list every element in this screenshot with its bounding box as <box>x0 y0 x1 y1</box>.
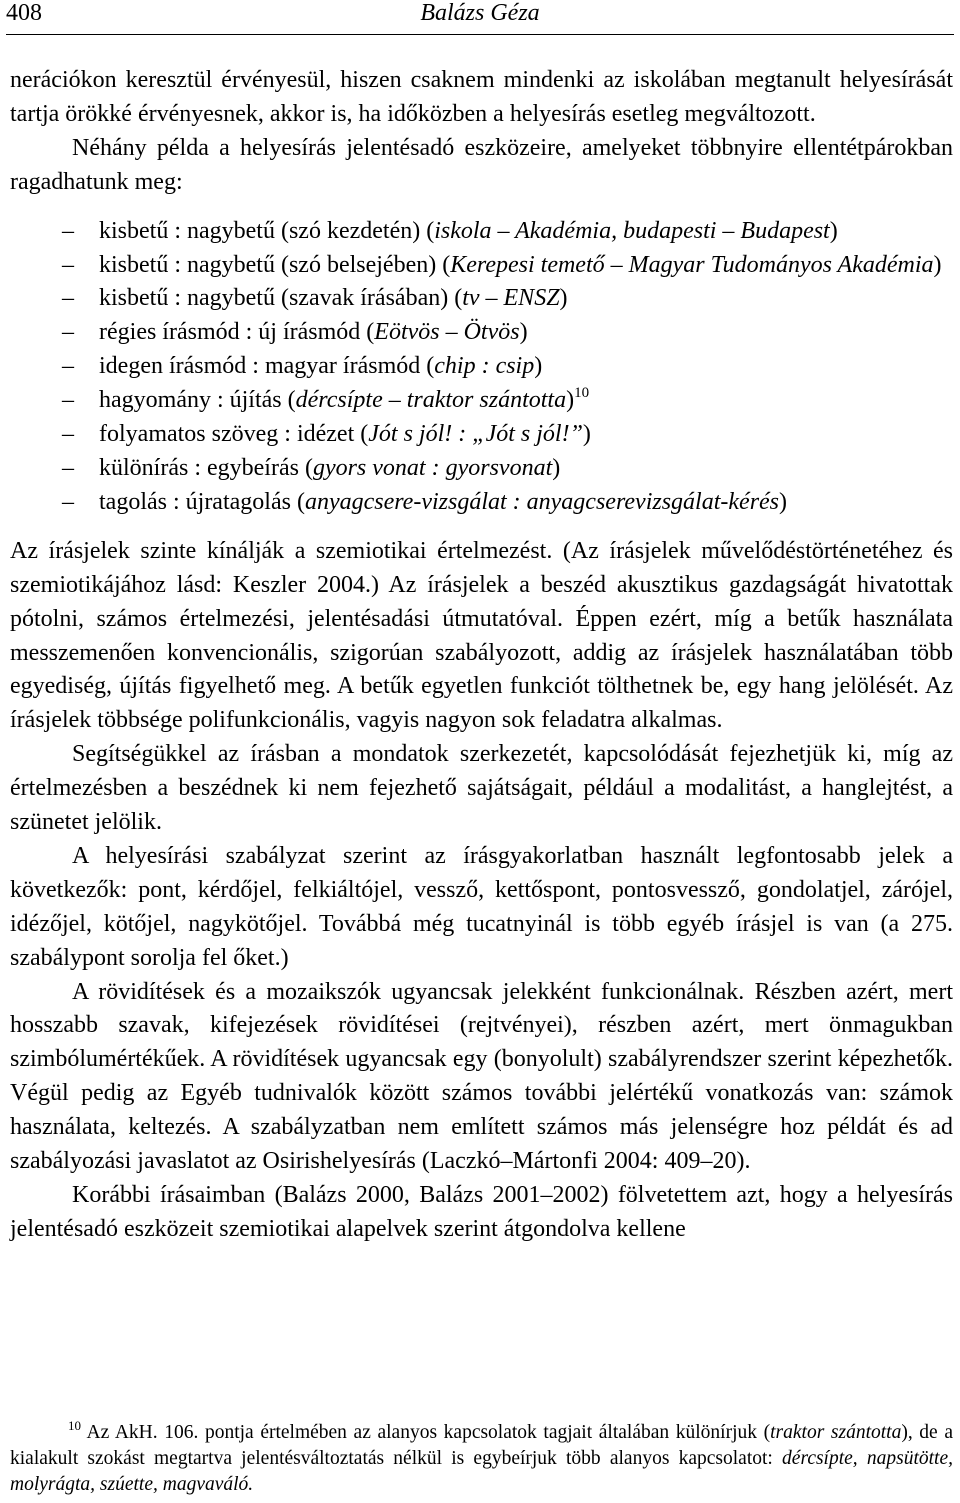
running-author: Balázs Géza <box>420 0 540 26</box>
dash-bullet: – <box>62 251 74 278</box>
paragraph-continuation: nerációkon keresztül érvényesül, hiszen csaknem mindenki az iskolában megtanult helyesírását tartja örökké érvényesnek, akkor is, ha időközben a helyesírás esetleg megváltozott. <box>10 67 953 127</box>
dash-bullet: – <box>62 353 74 380</box>
dash-bullet: – <box>62 387 74 414</box>
paragraph-functions: Segítségükkel az írásban a mondatok szerkezetét, kapcsolódását fejezhetjük ki, míg az értelmezésben a beszédnek ki nem fejezhető sajátságait, például a modalitást, a hanglejtést, a szünetet jelölik. <box>10 741 953 836</box>
list-item: – kisbetű : nagybetű (szó belsejében) (Kerepesi temető – Magyar Tudományos Akadémia) <box>10 249 953 283</box>
dash-bullet: – <box>62 421 74 448</box>
dash-bullet: – <box>62 319 74 346</box>
list-item: – kisbetű : nagybetű (szó kezdetén) (iskola – Akadémia, budapesti – Budapest) <box>10 215 953 249</box>
dash-bullet: – <box>62 285 74 312</box>
footnote <box>10 1420 953 1498</box>
list-item: – tagolás : újratagolás (anyagcsere-vizsgálat : anyagcserevizsgálat-kérés) <box>10 486 953 520</box>
list-item: – régies írásmód : új írásmód (Eötvös – Ötvös) <box>10 316 953 350</box>
page-number: 408 <box>6 0 42 26</box>
list-item: – folyamatos szöveg : idézet (Jót s jól! : „Jót s jól!”) <box>10 418 953 452</box>
running-header <box>6 0 954 35</box>
paragraph-punctuation: Az írásjelek szinte kínálják a szemiotikai értelmezést. (Az írásjelek művelődéstörténetéhez és szemiotikájához lásd: Keszler 2004.) Az írásjelek a beszéd akusztikus gazdagságát hivatottak pótolni, számos értelmezési, jelentésadási útmutatóval. Éppen ezért, míg a betűk használata messzemenően konvencionális, szigorúan szabályozott, addig az írásjelek használatában több egyediség, újítás figyelhető meg. A betűk egyetlen funkciót tölthetnek be, egy hang jelölését. Az írásjelek többsége polifunkcionális, vagyis nagyon sok feladatra alkalmas. <box>10 537 953 734</box>
example-list <box>10 215 953 520</box>
footnote-number: 10 <box>68 1418 81 1433</box>
paragraph-intro: Néhány példa a helyesírás jelentésadó eszközeire, amelyeket többnyire ellentétpárokban ragadhatunk meg: <box>10 134 953 195</box>
paragraph-abbreviations: A rövidítések és a mozaikszók ugyancsak jelekként funkcionálnak. Részben azért, mert hosszabb szavak, kifejezések rövidítései (rejtvényei), részben azért, mert önmagukban szimbólumértékűek. A rövidítések ugyancsak egy (bonyolult) szabályrendszer szerint képezhetők. Végül pedig az Egyéb tudnivalók között számos további jelértékű vonatkozás van: számok használata, keltezés. A szabályzatban nem említett számos más jelenségre hoz példát és ad szabályozási javaslatot az Osirishelyesírás (Laczkó–Mártonfi 2004: 409–20). <box>10 978 953 1175</box>
paragraph-rules: A helyesírási szabályzat szerint az írásgyakorlatban használt legfontosabb jelek a következők: pont, kérdőjel, felkiáltójel, vessző, kettőspont, pontosvessző, gondolatjel, zárójel, idézőjel, kötőjel, nagykötőjel. Továbbá még tucatnyinál is több egyéb írásjel is van (a 275. szabálypont sorolja fel őket.) <box>10 842 953 971</box>
list-item: – kisbetű : nagybetű (szavak írásában) (tv – ENSZ) <box>10 282 953 316</box>
list-item: – különírás : egybeírás (gyors vonat : gyorsvonat) <box>10 452 953 486</box>
dash-bullet: – <box>62 217 74 244</box>
dash-bullet: – <box>62 488 74 515</box>
footnote-text: $^{10}$ Az AkH. 106. pontja értelmében az alanyos kapcsolatok tagjait általában különírjuk (traktor szántotta), de a kialakult szokást megtartva jelentésváltoztatás nélkül is egybeírjuk több alanyos kapcsolatot: dércsípte, napsütötte, molyrágta, szúette, magvaváló. <box>10 1418 953 1495</box>
list-item: – idegen írásmód : magyar írásmód (chip : csip) <box>10 350 953 384</box>
body-text <box>10 64 953 1247</box>
dash-bullet: – <box>62 454 74 481</box>
footnote-reference[interactable]: 10 <box>574 385 590 402</box>
paragraph-earlier-writings: Korábbi írásaimban (Balázs 2000, Balázs 2001–2002) fölvetettem azt, hogy a helyesírás jelentésadó eszközeit szemiotikai alapelvek szerint átgondolva kellene <box>10 1182 953 1242</box>
list-item: – hagyomány : újítás (dércsípte – traktor szántotta)$^{10}$ <box>10 384 953 418</box>
